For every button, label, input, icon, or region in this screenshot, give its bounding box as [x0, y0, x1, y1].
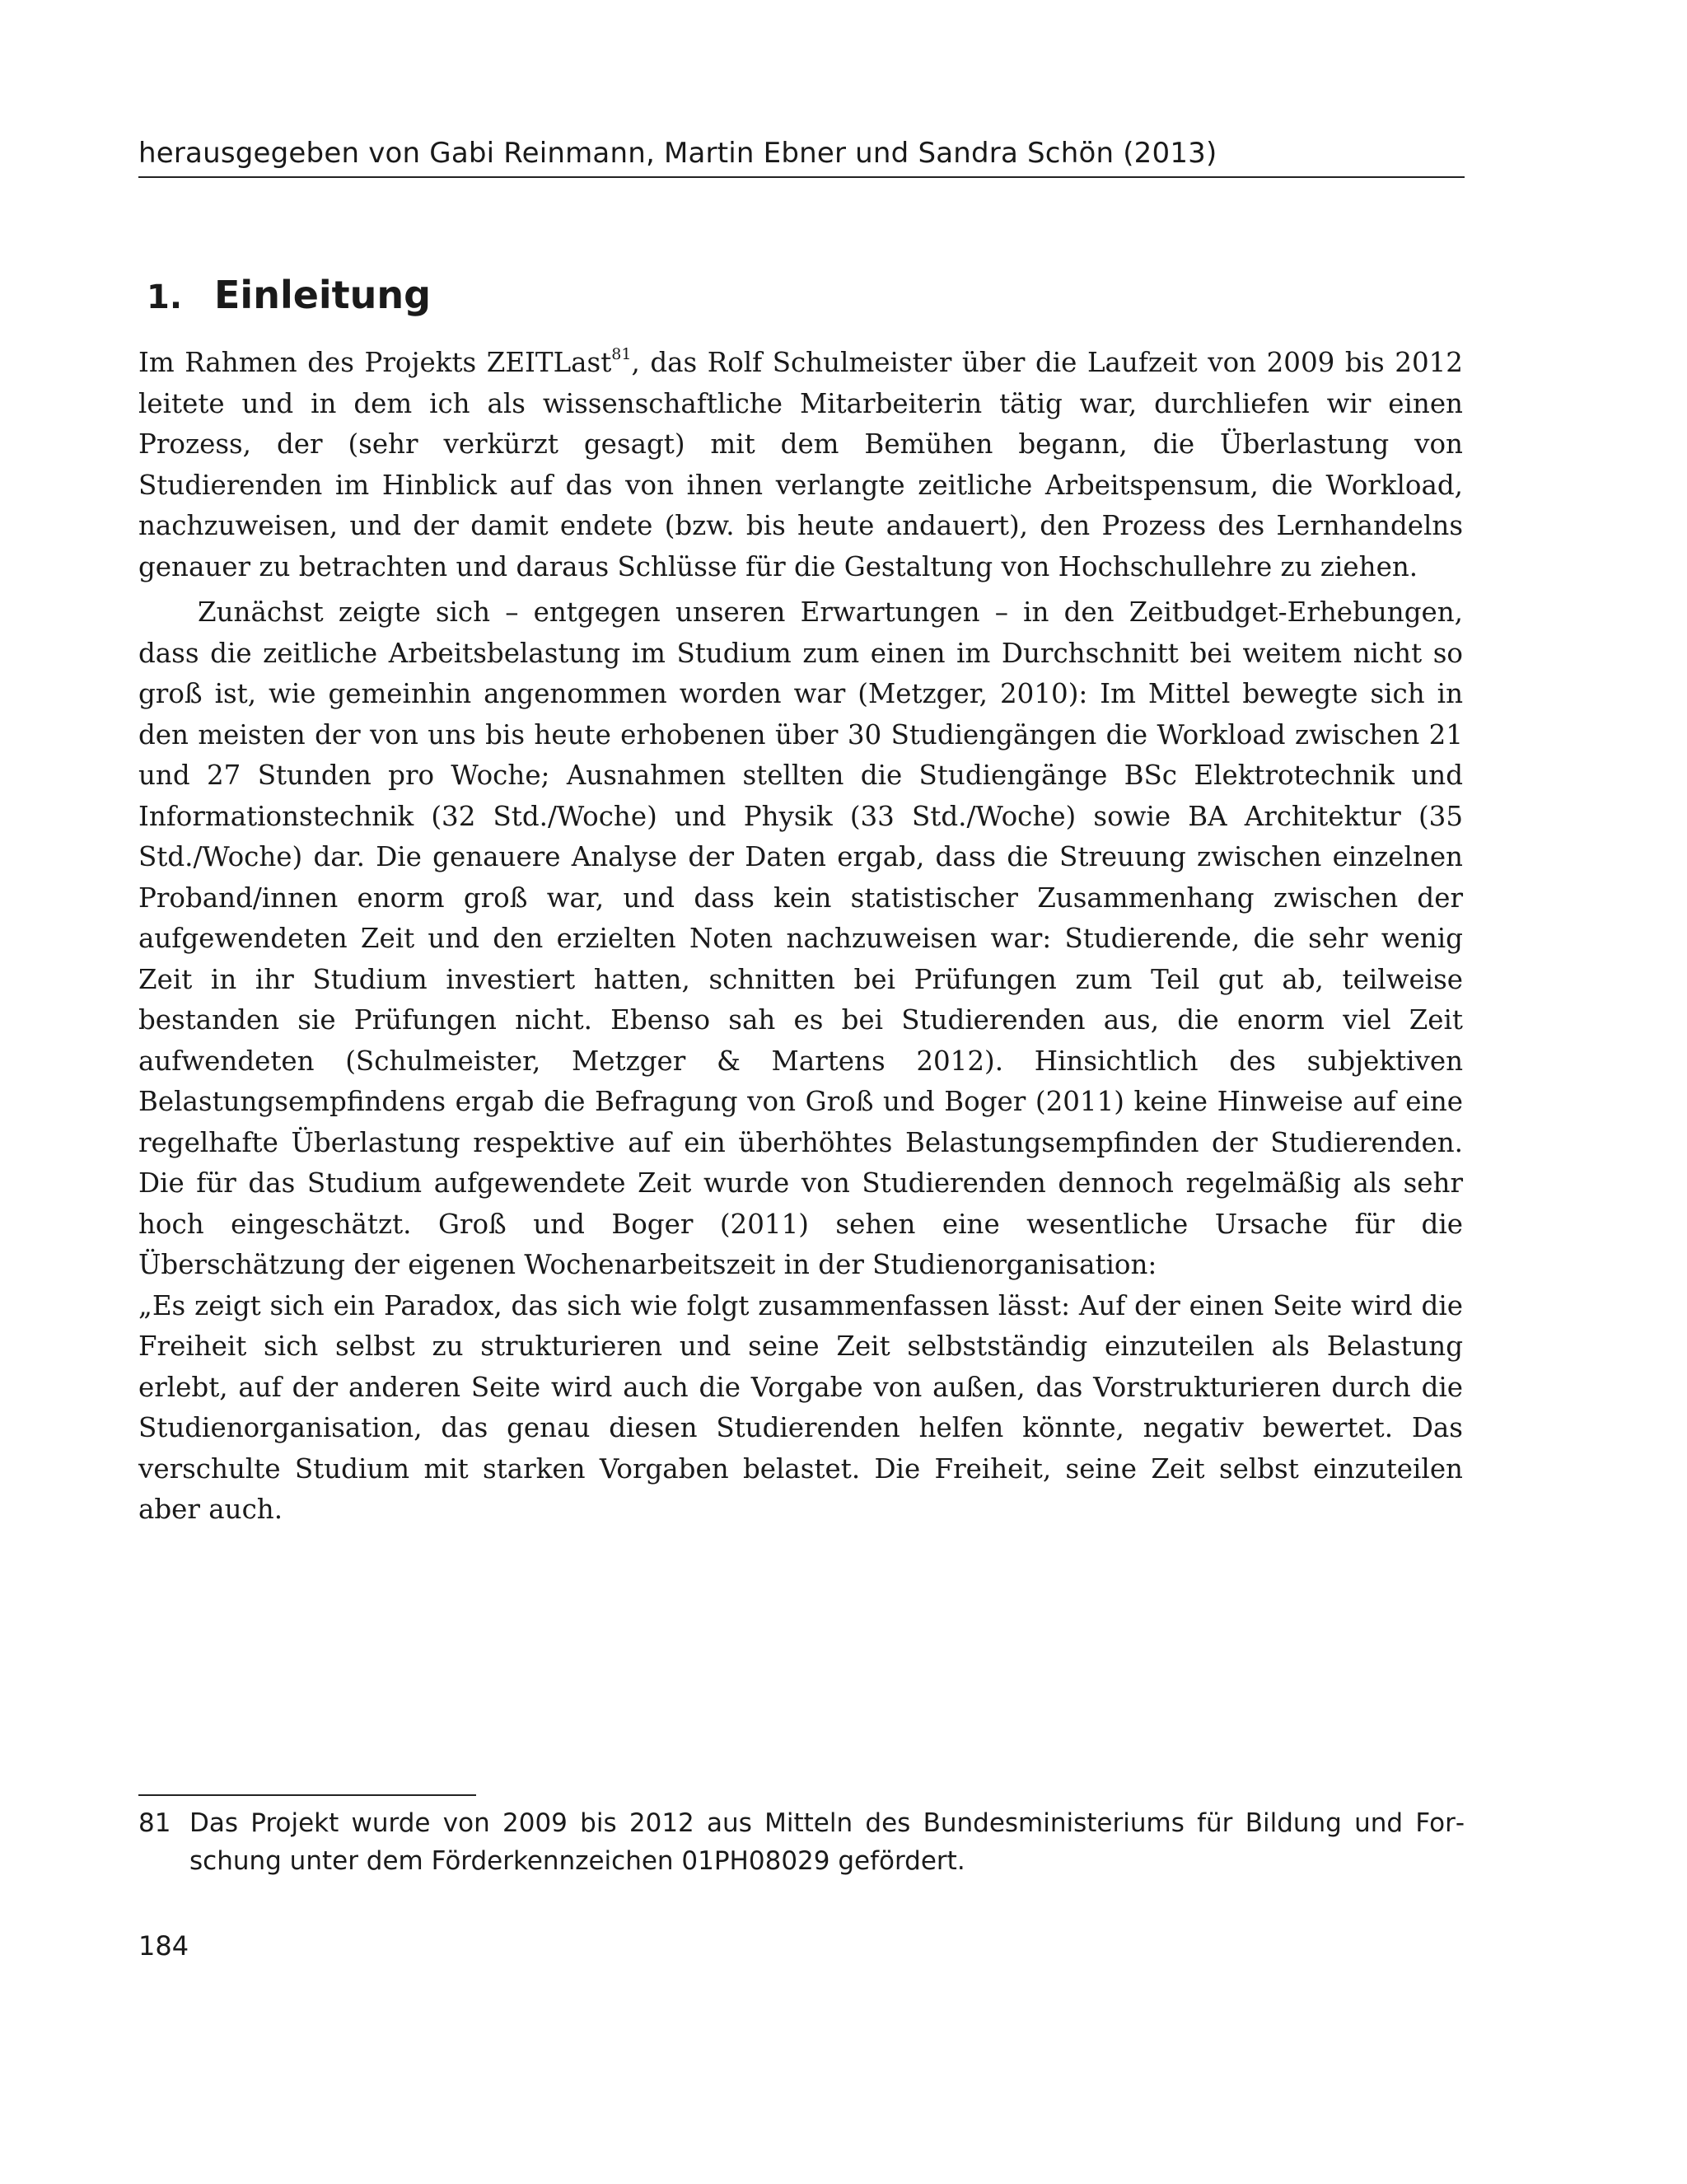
paragraph-1: [138, 343, 1463, 587]
section-heading: [147, 270, 431, 322]
footnote-reference[interactable]: 81: [611, 345, 632, 363]
running-header: herausgegeben von Gabi Reinmann, Martin Ebner und Sandra Schön (2013): [138, 133, 1465, 178]
footnote-number: 81: [138, 1808, 171, 1838]
footnote-divider: [138, 1794, 476, 1796]
section-title: Einleitung: [214, 273, 432, 317]
block-quote: „Es zeigt sich ein Paradox, das sich wie folgt zusammenfassen lässt: Auf der einen Seite wird die Freiheit sich selbst zu strukturieren und seine Zeit selbstständig einzuteilen als Belastung erlebt, auf der anderen Seite wird auch die Vorgabe von außen, das Vorstrukturieren durch die Studienorganisation, das genau diesen Studierenden helfen könnte, negativ bewertet. Das verschulte Studium mit starken Vorgaben belastet. Die Freiheit, seine Zeit selbst einzuteilen aber auch.: [138, 1289, 1463, 1525]
paragraph-1-start: Im Rahmen des Projekts ZEITLast: [138, 347, 612, 378]
section-number: 1.: [147, 278, 183, 316]
paragraph-1-rest: , das Rolf Schulmeister über die Laufzeit von 2009 bis 2012 leitete und in dem ich als wissenschaftliche Mitarbeiterin tätig war, durchliefen wir einen Prozess, der (sehr verkürzt gesagt) mit dem Bemühen begann, die Überlastung von Studierenden im Hinblick auf das von ihnen verlangte zeitliche Arbeitspensum, die Workload, nachzuweisen, und der damit endete (bzw. bis heute andauert), den Prozess des Lernhandelns genauer zu betrachten und daraus Schlüsse für die Gestaltung von Hochschullehre zu ziehen.: [138, 347, 1463, 582]
body-text: [138, 343, 1463, 1531]
footnote: [138, 1804, 1465, 1880]
paragraph-2: Zunächst zeigte sich – entgegen unseren Erwartungen – in den Zeitbudget-Erhebungen, dass die zeitliche Arbeitsbelastung im Studium zum einen im Durchschnitt bei weitem nicht so groß ist, wie gemeinhin angenommen worden war (Metzger, 2010): Im Mittel bewegte sich in den meisten der von uns bis heute erhobenen über 30 Studiengängen die Workload zwischen 21 und 27 Stunden pro Woche; Ausnahmen stellten die Studiengänge BSc Elektrotechnik und Informationstechnik (32 Std./Woche) und Physik (33 Std./Woche) sowie BA Architektur (35 Std./Woche) dar. Die genauere Analyse der Daten ergab, dass die Streuung zwischen einzelnen Proband/innen enorm groß war, und dass kein statistischer Zusammenhang zwischen der aufgewendeten Zeit und den erzielten Noten nachzuweisen war: Studierende, die sehr wenig Zeit in ihr Studium investiert hatten, schnitten bei Prüfungen zum Teil gut ab, teilweise bestanden sie Prüfungen nicht. Ebenso sah es bei Studierenden aus, die enorm viel Zeit aufwendeten (Schulmeister, Metzger & Martens 2012). Hinsichtlich des subjektiven Belastungsempfindens ergab die Befragung von Groß und Boger (2011) keine Hinweise auf eine regelhafte Überlastung respektive auf ein überhöhtes Belastungsempfinden der Studierenden. Die für das Studium aufgewendete Zeit wurde von Studierenden dennoch regelmäßig als sehr hoch eingeschätzt. Groß und Boger (2011) sehen eine wesentliche Ursache für die Überschätzung der eigenen Wochenarbeitszeit in der Studienorganisation:: [138, 596, 1463, 1280]
page-number: 184: [138, 1930, 189, 1962]
footnote-text: Das Projekt wurde von 2009 bis 2012 aus Mitteln des Bundesministeriums für Bildung und Forschung unter dem Förderkennzeichen 01PH08029 gefördert.: [189, 1808, 1465, 1876]
